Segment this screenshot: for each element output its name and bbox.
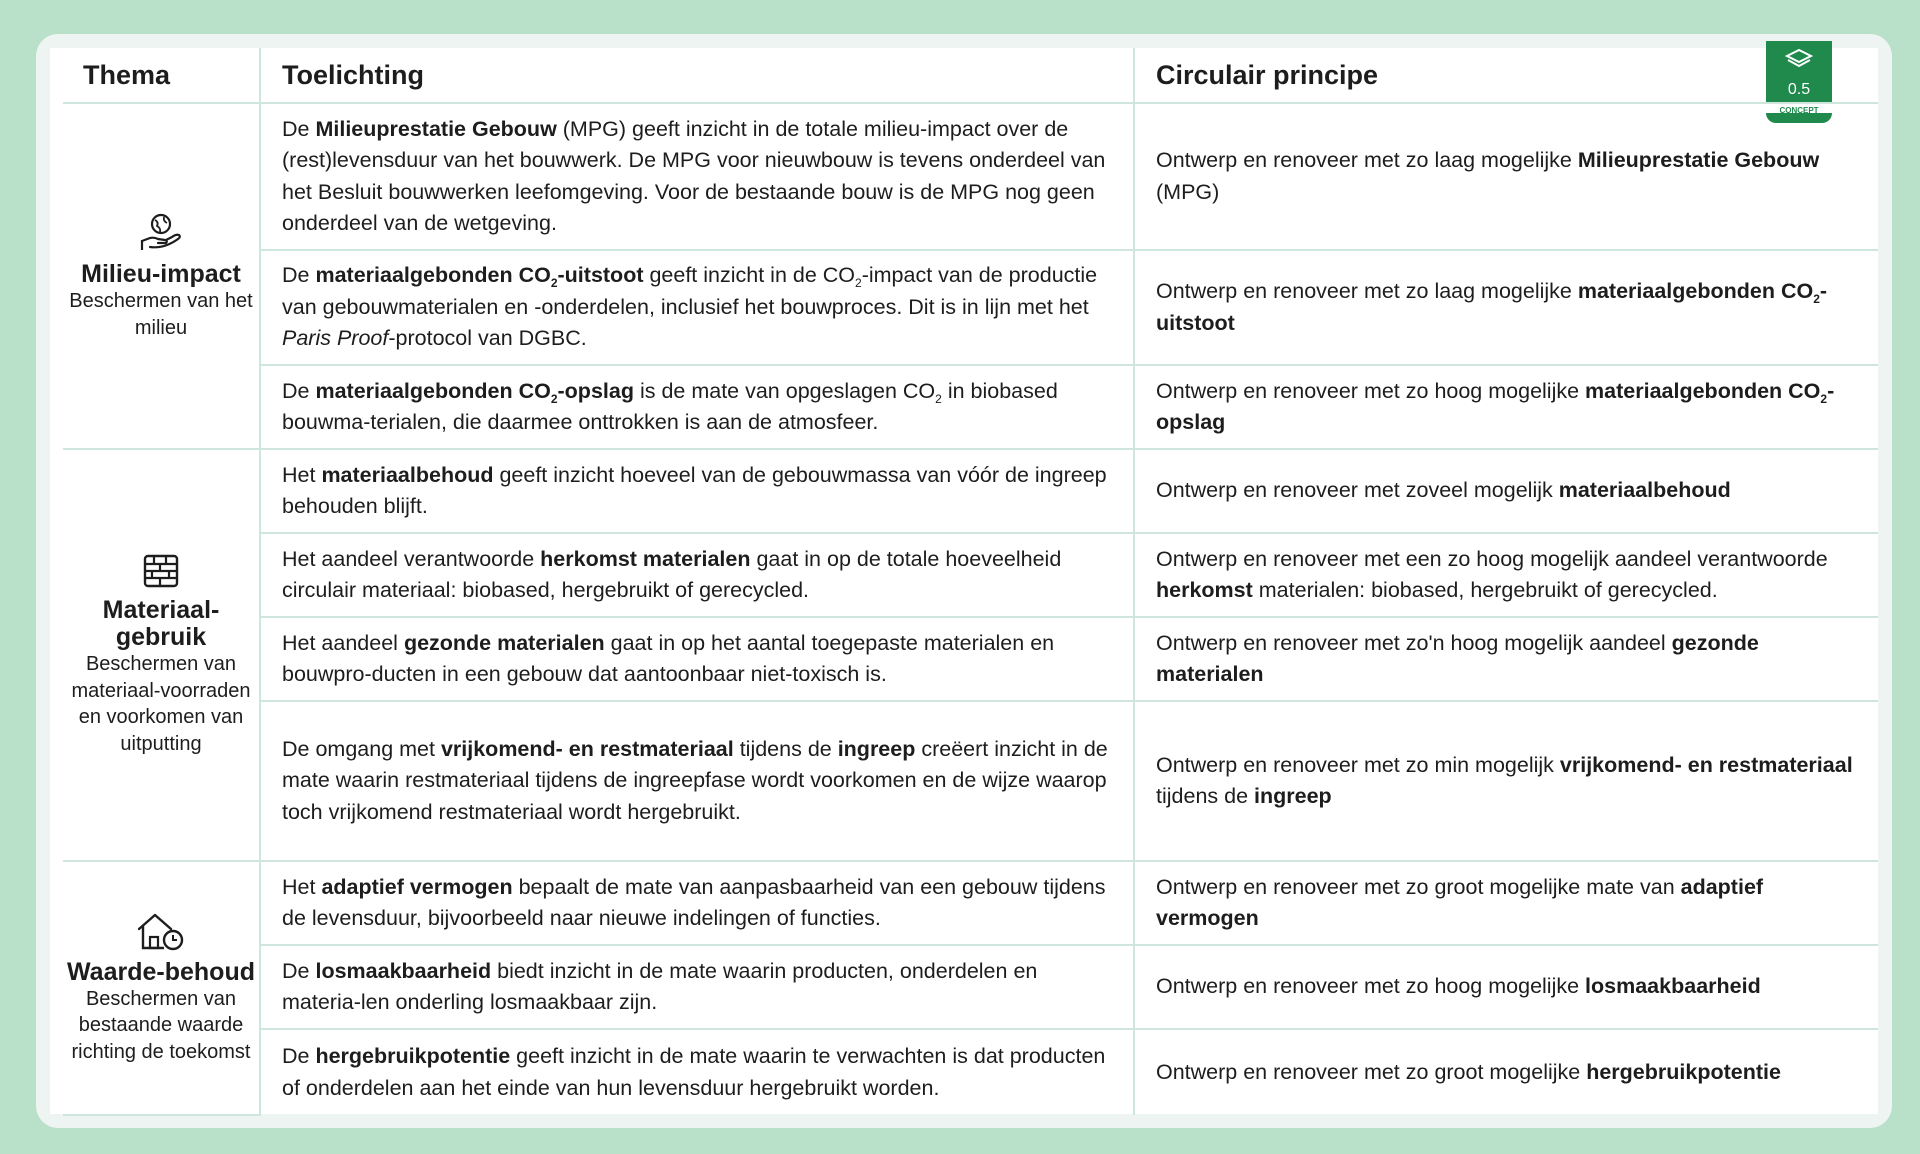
table-row: [63, 449, 1878, 533]
explanation-cell: De losmaakbaarheid biedt inzicht in de mate waarin producten, onderdelen en materia-len onderling losmaakbaar zijn.: [260, 945, 1134, 1029]
circular-principles-table: [63, 48, 1878, 1116]
principle-cell: Ontwerp en renoveer met zo groot mogelijke mate van adaptief vermogen: [1134, 861, 1878, 945]
header-toelichting: Toelichting: [260, 48, 1134, 103]
theme-description: Beschermen van het milieu: [69, 290, 253, 339]
explanation-cell: De omgang met vrijkomend- en restmateriaal tijdens de ingreep creëert inzicht in de mate waarin restmateriaal tijdens de ingreepfase wordt voorkomen en de wijze waarop toch vrijkomend restmateriaal wordt hergebruikt.: [260, 701, 1134, 861]
table-row: [63, 103, 1878, 250]
principle-cell: Ontwerp en renoveer met een zo hoog mogelijk aandeel verantwoorde herkomst materialen: biobased, hergebruikt of gerecycled.: [1134, 533, 1878, 617]
theme-name: Milieu-impact: [81, 260, 241, 288]
principle-cell: Ontwerp en renoveer met zo hoog mogelijke materiaalgebonden $CO_2$-opslag: [1134, 365, 1878, 449]
principle-cell: Ontwerp en renoveer met zo'n hoog mogelijk aandeel gezonde materialen: [1134, 617, 1878, 701]
explanation-cell: Het aandeel gezonde materialen gaat in op het aantal toegepaste materialen en bouwpro-ducten in een gebouw dat aantoonbaar niet-toxisch is.: [260, 617, 1134, 701]
principle-cell: Ontwerp en renoveer met zo min mogelijk vrijkomend- en restmateriaal tijdens de ingreep: [1134, 701, 1878, 861]
principle-cell: Ontwerp en renoveer met zoveel mogelijk materiaalbehoud: [1134, 449, 1878, 533]
house-clock-icon: [135, 911, 187, 951]
table-row: [63, 250, 1878, 365]
table-row: [63, 945, 1878, 1029]
table-row: [63, 1029, 1878, 1115]
table-row: [63, 701, 1878, 861]
principle-cell: Ontwerp en renoveer met zo laag mogelijke materiaalgebonden $CO_2$-uitstoot: [1134, 250, 1878, 365]
table-row: [63, 861, 1878, 945]
outer-frame: [36, 34, 1892, 1128]
explanation-cell: Het aandeel verantwoorde herkomst materialen gaat in op de totale hoeveelheid circulair materiaal: biobased, hergebruikt of gerecycled.: [260, 533, 1134, 617]
hand-globe-icon: [138, 211, 184, 253]
brick-wall-icon: [142, 553, 180, 589]
explanation-cell: De hergebruikpotentie geeft inzicht in de mate waarin te verwachten is dat producten of onderdelen aan het einde van hun levensduur hergebruikt worden.: [260, 1029, 1134, 1115]
header-thema: Thema: [63, 48, 260, 103]
table-card: [50, 48, 1878, 1114]
theme-description: Beschermen van bestaande waarde richting de toekomst: [71, 987, 251, 1063]
table-row: [63, 533, 1878, 617]
theme-name: Materiaal-gebruik: [102, 596, 220, 651]
theme-waardebehoud: [63, 861, 260, 1115]
theme-materiaalgebruik: [63, 449, 260, 861]
principle-cell: Ontwerp en renoveer met zo laag mogelijke Milieuprestatie Gebouw (MPG): [1134, 103, 1878, 250]
header-circulair-principe: Circulair principe: [1134, 48, 1878, 103]
theme-name: Waarde-behoud: [67, 957, 255, 986]
explanation-cell: Het materiaalbehoud geeft inzicht hoeveel van de gebouwmassa van vóór de ingreep behouden blijft.: [260, 449, 1134, 533]
theme-description: Beschermen van materiaal-voorraden en voorkomen van uitputting: [71, 653, 251, 755]
explanation-cell: Het adaptief vermogen bepaalt de mate van aanpasbaarheid van een gebouw tijdens de levensduur, bijvoorbeeld naar nieuwe indelingen of functies.: [260, 861, 1134, 945]
badge-label: CONCEPT: [1766, 103, 1832, 118]
explanation-cell: De materiaalgebonden $CO_2$-uitstoot geeft inzicht in de $CO_2$-impact van de productie van gebouwmaterialen en -onderdelen, inclusief het bouwproces. Dit is in lijn met het Paris Proof-protocol van DGBC.: [260, 250, 1134, 365]
explanation-cell: De materiaalgebonden $CO_2$-opslag is de mate van opgeslagen $CO_2$ in biobased bouwma-terialen, die daarmee onttrokken is aan de atmosfeer.: [260, 365, 1134, 449]
theme-milieu-impact: [63, 103, 260, 449]
badge-version: 0.5: [1787, 81, 1811, 98]
table-row: [63, 365, 1878, 449]
table-header-row: [63, 48, 1878, 103]
principle-cell: Ontwerp en renoveer met zo groot mogelijke hergebruikpotentie: [1134, 1029, 1878, 1115]
table-row: [63, 617, 1878, 701]
principle-cell: Ontwerp en renoveer met zo hoog mogelijke losmaakbaarheid: [1134, 945, 1878, 1029]
explanation-cell: De Milieuprestatie Gebouw (MPG) geeft inzicht in de totale milieu-impact over de (rest)levensduur van het bouwwerk. De MPG voor nieuwbouw is tevens onderdeel van het Besluit bouwwerken leefomgeving. Voor de bestaande bouw is de MPG nog geen onderdeel van de wetgeving.: [260, 103, 1134, 250]
